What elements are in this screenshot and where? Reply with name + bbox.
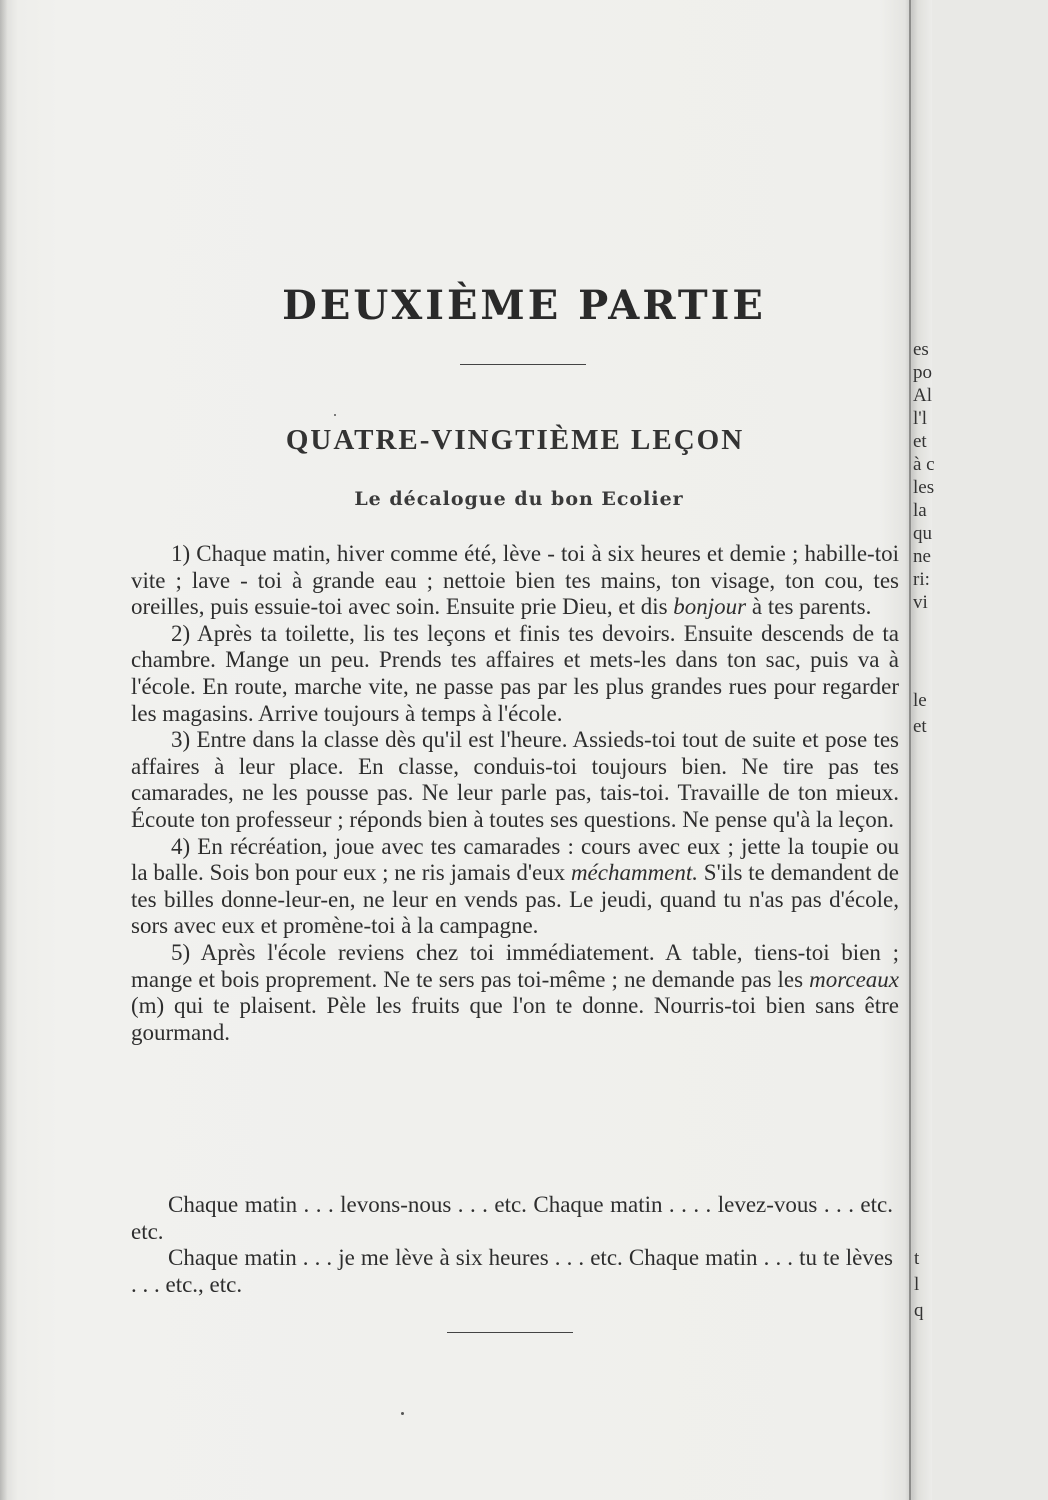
paragraph-5-text: 5) Après l'école reviens chez toi immédiatement. A table, tiens-toi bien ; mange et bois proprement. Ne te sers pas toi-même ; ne demande pas les: [131, 939, 899, 992]
edge-fragment: et: [913, 716, 927, 737]
next-page-edge-text-mid: [913, 690, 932, 742]
edge-fragment: l'l: [913, 408, 927, 429]
edge-fragment: ri:: [913, 569, 930, 590]
paragraph-1-text: 1) Chaque matin, hiver comme été, lève - toi à six heures et demie ; habille-toi vite ; lave - toi à grande eau ; nettoie bien tes mains, ton visage, ton cou, tes oreilles, puis essuie-toi avec soin. Ensuite prie Dieu, et dis: [131, 541, 899, 620]
edge-fragment: les: [913, 477, 935, 498]
page-gutter-edge: [909, 0, 911, 1500]
edge-fragment: le: [913, 690, 927, 711]
part-title: DEUXIÈME PARTIE: [282, 282, 766, 329]
page-left-edge: [0, 0, 8, 1500]
edge-fragment: po: [913, 362, 932, 383]
lesson-body: [131, 541, 899, 1046]
edge-fragment: l: [914, 1274, 920, 1295]
paragraph-5: [131, 940, 899, 1046]
conjugation-exercises: [131, 1192, 893, 1298]
edge-fragment: t: [914, 1248, 920, 1269]
paragraph-2: 2) Après ta toilette, lis tes leçons et finis tes devoirs. Ensuite descends de ta chambre. Mange un peu. Prends tes affaires et mets-les dans ton sac, puis va à l'école. En route, marche vite, ne passe pas par les plus grandes rues pour regarder les magasins. Arrive toujours à temps à l'école.: [131, 620, 899, 726]
lesson-title: QUATRE-VINGTIÈME LEÇON: [285, 424, 745, 456]
exercise-line-1: Chaque matin . . . levons-nous . . . etc. Chaque matin . . . . levez-vous . . . etc. etc.: [131, 1192, 893, 1244]
title-divider: [460, 364, 586, 365]
next-page-edge-text-bottom: [914, 1248, 932, 1326]
emphasis-morceaux: morceaux: [809, 966, 899, 992]
edge-fragment: es: [913, 339, 929, 360]
exercise-line-2: Chaque matin . . . je me lève à six heures . . . etc. Chaque matin . . . tu te lèves . . . etc., etc.: [131, 1245, 893, 1297]
print-speck: [334, 414, 336, 416]
edge-fragment: vi: [913, 592, 928, 613]
edge-fragment: Al: [913, 385, 932, 406]
edge-fragment: ne: [913, 546, 931, 567]
paragraph-4: [131, 834, 899, 940]
edge-fragment: et: [913, 431, 927, 452]
paragraph-4-text: 4) En récréation, joue avec tes camarades : cours avec eux ; jette la toupie ou la balle. Sois bon pour eux ; ne ris jamais d'eux: [131, 833, 899, 886]
edge-fragment: la: [913, 500, 927, 521]
edge-fragment: qu: [913, 523, 932, 544]
emphasis-bonjour: bonjour: [673, 594, 747, 620]
paragraph-4-text-end: S'ils te demandent de tes billes donne-leur-en, ne leur en vends pas. Le jeudi, quand tu n'as pas d'école, sors avec eux et promène-toi à la campagne.: [131, 860, 899, 939]
paragraph-5-text-end: (m) qui te plaisent. Pèle les fruits que l'on te donne. Nourris-toi bien sans être gourmand.: [131, 993, 899, 1045]
next-page-edge-text-top: [913, 339, 935, 616]
emphasis-mechamment: méchamment.: [570, 860, 699, 886]
lesson-subtitle: Le décalogue du bon Ecolier: [354, 488, 684, 510]
edge-fragment: q: [914, 1300, 924, 1321]
paragraph-1: [131, 541, 899, 621]
paragraph-1-text-end: à tes parents.: [746, 594, 872, 620]
paragraph-3: 3) Entre dans la classe dès qu'il est l'heure. Assieds-toi tout de suite et pose tes affaires à leur place. En classe, conduis-toi toujours bien. Ne tire pas tes camarades, ne les pousse pas. Ne leur parle pas, tais-toi. Travaille de ton mieux. Écoute ton professeur ; réponds bien à toutes ses questions. Ne pense qu'à la leçon.: [131, 727, 899, 832]
print-speck: [401, 1412, 404, 1415]
edge-fragment: à c: [913, 454, 935, 475]
end-divider: [447, 1332, 573, 1333]
